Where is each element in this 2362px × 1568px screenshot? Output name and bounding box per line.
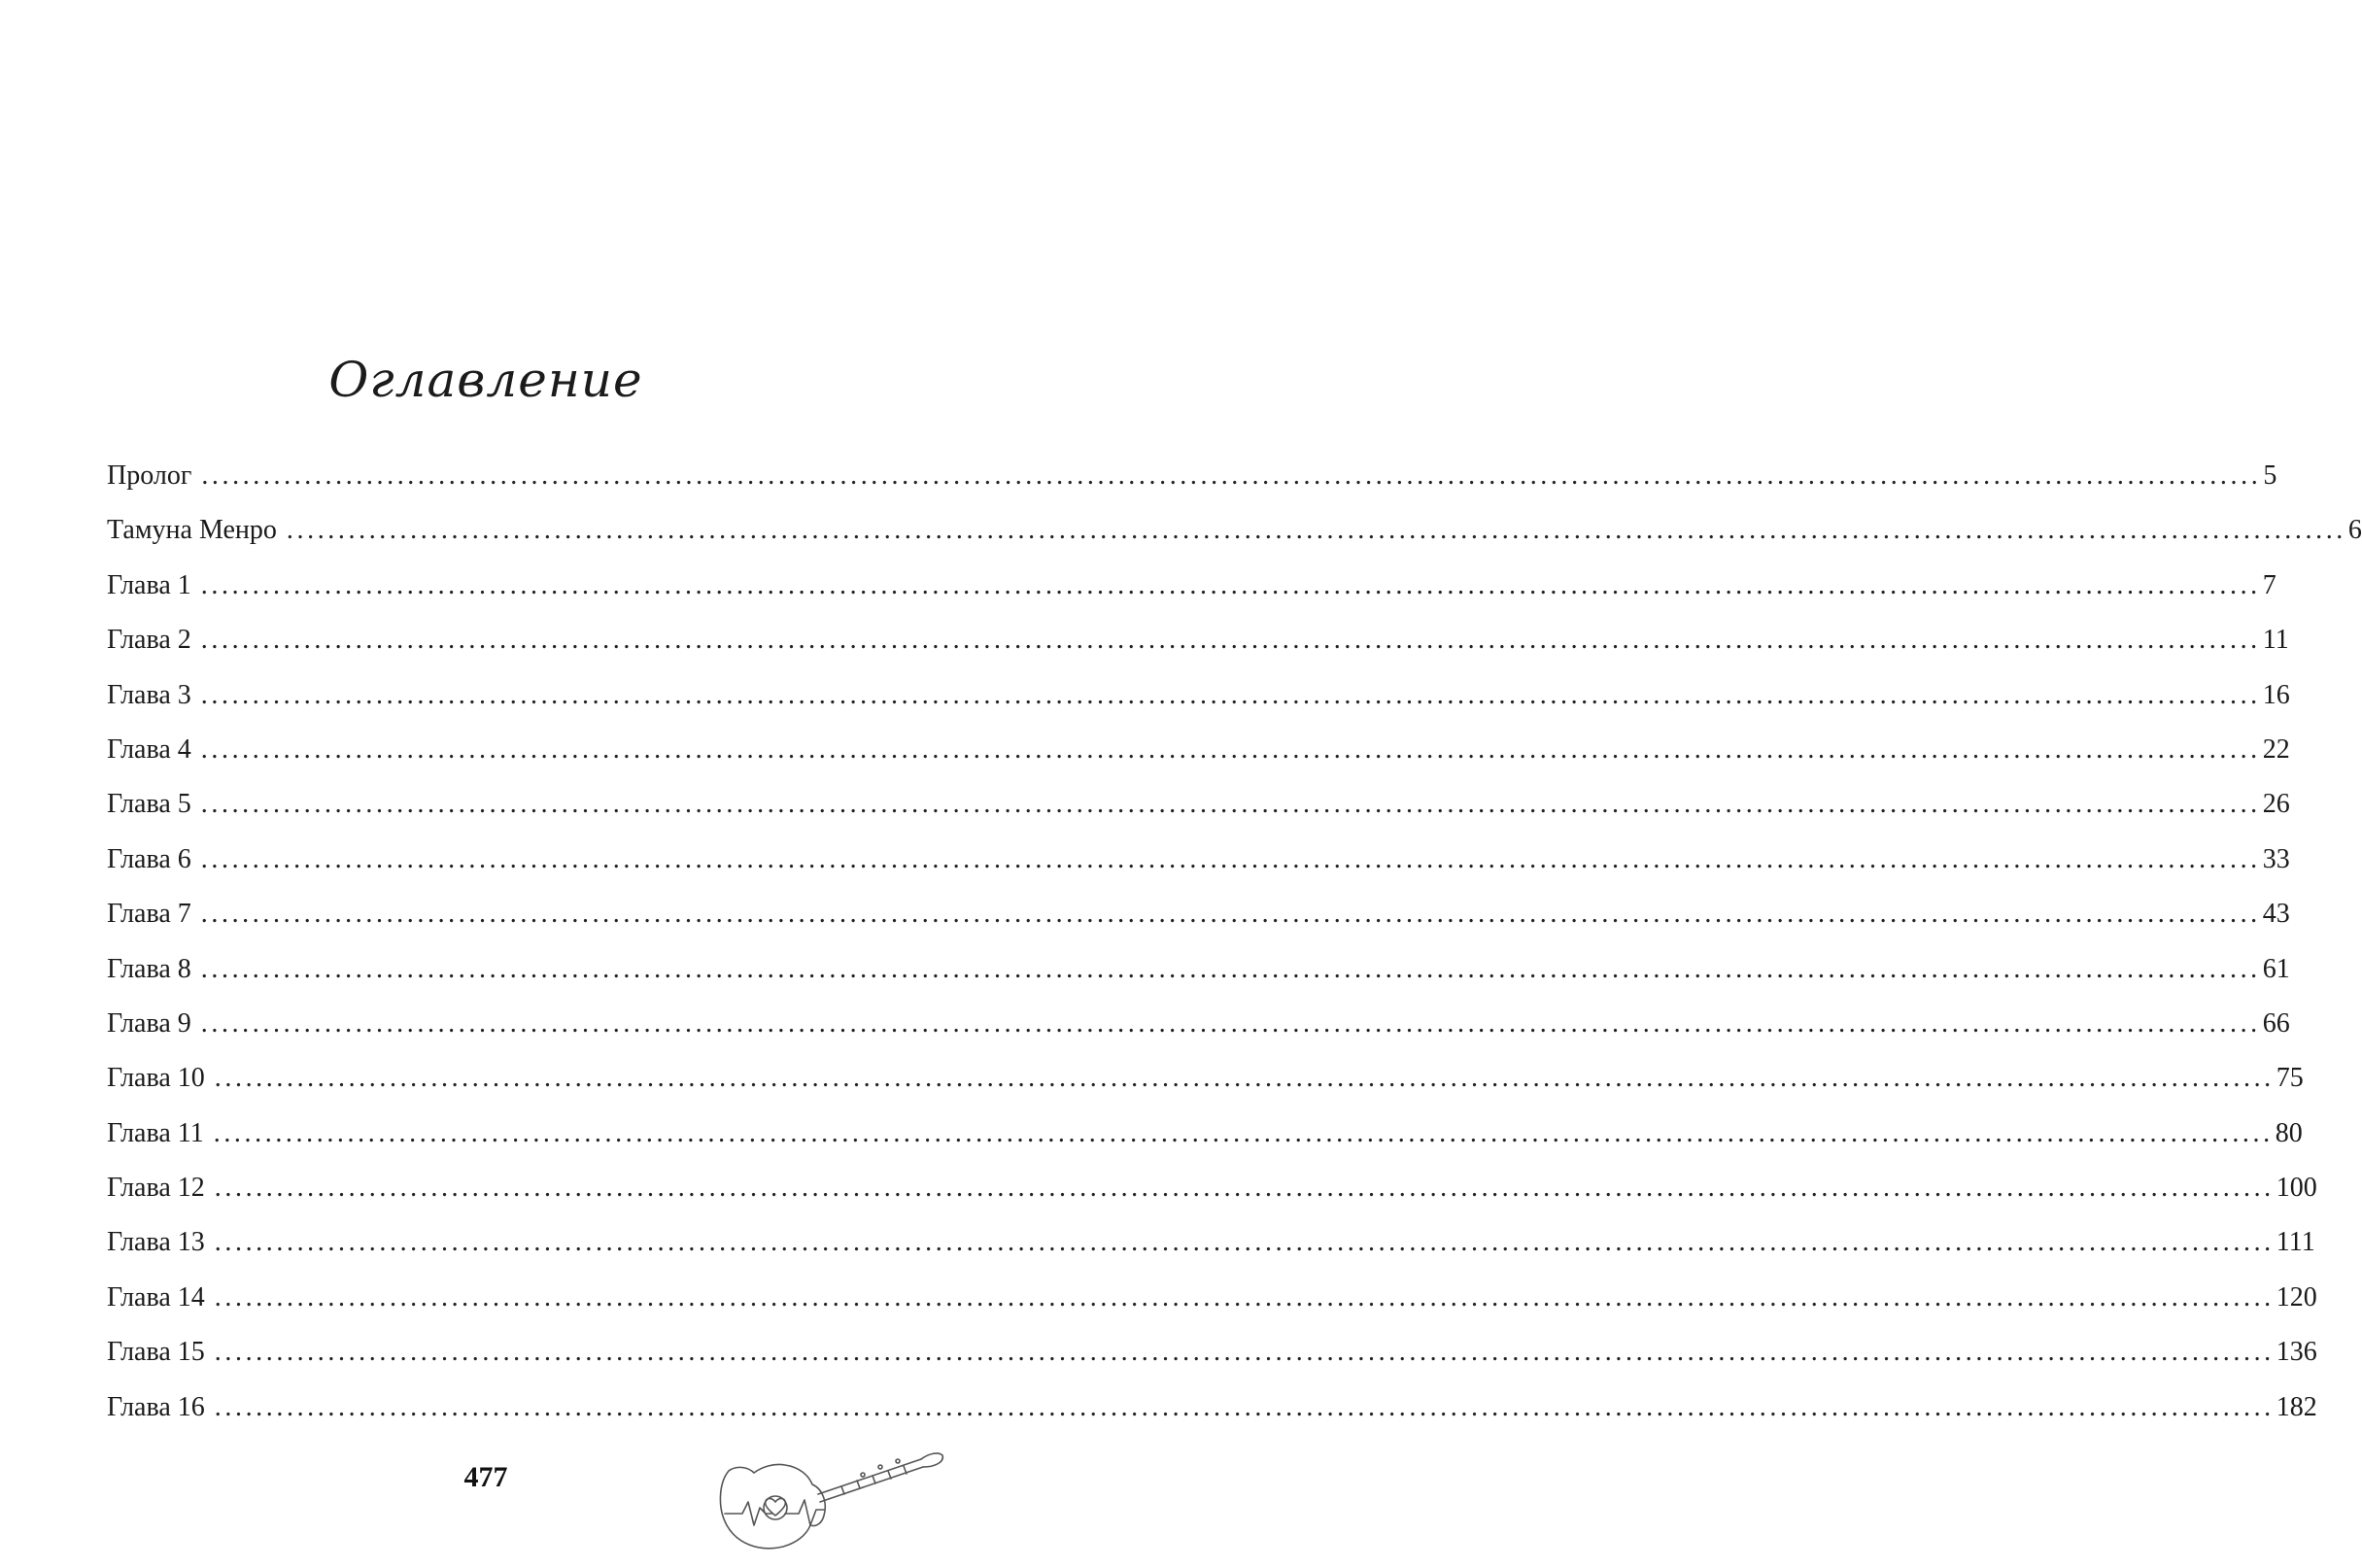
toc-entry-label: Пролог: [107, 460, 192, 491]
toc-entry-label: Глава 2: [107, 625, 191, 656]
toc-entry-label: Тамуна Менро: [107, 515, 277, 546]
toc-leader-dots: ........................................................................................................................................................................................................: [200, 733, 2261, 765]
toc-entry: [107, 559, 2276, 613]
toc-entry-page: 6: [2347, 515, 2362, 546]
toc-entry: [107, 503, 2362, 558]
toc-entry: [107, 1325, 2317, 1380]
toc-leader-dots: ........................................................................................................................................................................................................: [200, 1007, 2261, 1039]
toc-leader-dots: ........................................................................................................................................................................................................: [214, 1173, 2275, 1204]
toc-entry: [107, 777, 2290, 832]
toc-entry-label: Глава 10: [107, 1063, 205, 1094]
toc-entry-page: 16: [2262, 679, 2290, 710]
toc-entry-page: 26: [2262, 789, 2290, 820]
toc-entry-page: 66: [2262, 1007, 2290, 1039]
toc-entry: [107, 887, 2290, 941]
toc-entry-label: Глава 6: [107, 843, 191, 874]
toc-leader-dots: ........................................................................................................................................................................................................: [200, 569, 2261, 600]
toc-entry: [107, 997, 2290, 1051]
toc-leader-dots: ........................................................................................................................................................................................................: [214, 1063, 2275, 1094]
toc-leader-dots: ........................................................................................................................................................................................................: [200, 953, 2261, 984]
toc-entry: [107, 942, 2290, 997]
toc-entry-label: Глава 8: [107, 953, 191, 984]
toc-entry-page: 111: [2276, 1227, 2315, 1258]
toc-entry-page: 7: [2262, 569, 2276, 600]
toc-leader-dots: ........................................................................................................................................................................................................: [200, 679, 2261, 710]
toc-leader-dots: ........................................................................................................................................................................................................: [200, 789, 2261, 820]
guitar-heartbeat-doodle-icon: [715, 1432, 948, 1558]
toc-entry: [107, 723, 2290, 777]
toc-leader-dots: ........................................................................................................................................................................................................: [213, 1117, 2274, 1148]
toc-title: Оглавление: [328, 352, 643, 408]
toc-entry-page: 136: [2276, 1337, 2317, 1368]
toc-entry-label: Глава 7: [107, 899, 191, 930]
toc-entry: [107, 1381, 2317, 1435]
toc-leader-dots: ........................................................................................................................................................................................................: [214, 1281, 2275, 1312]
toc-leader-dots: ........................................................................................................................................................................................................: [214, 1391, 2275, 1422]
toc-leader-dots: ........................................................................................................................................................................................................: [200, 625, 2261, 656]
toc-entry-page: 80: [2275, 1117, 2303, 1148]
toc-entry-label: Глава 16: [107, 1391, 205, 1422]
toc-leader-dots: ........................................................................................................................................................................................................: [214, 1337, 2275, 1368]
toc-entry: [107, 833, 2290, 887]
toc-entry-page: 11: [2262, 625, 2289, 656]
page-number: 477: [463, 1461, 508, 1493]
toc-list: [107, 449, 2362, 1435]
toc-entry: [107, 668, 2290, 723]
toc-leader-dots: ........................................................................................................................................................................................................: [200, 899, 2261, 930]
toc-entry-page: 33: [2262, 843, 2290, 874]
toc-entry-label: Глава 14: [107, 1281, 205, 1312]
toc-entry: [107, 449, 2277, 503]
toc-entry-label: Глава 5: [107, 789, 191, 820]
toc-entry-label: Глава 15: [107, 1337, 205, 1368]
toc-entry-label: Глава 11: [107, 1117, 204, 1148]
toc-entry-page: 120: [2276, 1281, 2317, 1312]
toc-entry-label: Глава 13: [107, 1227, 205, 1258]
toc-entry: [107, 1051, 2304, 1106]
toc-entry-page: 75: [2276, 1063, 2304, 1094]
toc-entry-label: Глава 12: [107, 1173, 205, 1204]
toc-entry-page: 182: [2276, 1391, 2317, 1422]
toc-leader-dots: ........................................................................................................................................................................................................: [214, 1227, 2275, 1258]
toc-entry: [107, 1161, 2317, 1215]
toc-entry: [107, 613, 2289, 667]
toc-leader-dots: ........................................................................................................................................................................................................: [201, 460, 2262, 491]
toc-entry-label: Глава 1: [107, 569, 191, 600]
toc-leader-dots: ........................................................................................................................................................................................................: [200, 843, 2261, 874]
toc-entry-page: 22: [2262, 733, 2290, 765]
toc-leader-dots: ........................................................................................................................................................................................................: [286, 515, 2346, 546]
toc-entry-page: 5: [2263, 460, 2277, 491]
toc-entry-label: Глава 9: [107, 1007, 191, 1039]
toc-entry: [107, 1215, 2315, 1270]
toc-entry-label: Глава 4: [107, 733, 191, 765]
toc-entry: [107, 1107, 2303, 1161]
toc-entry: [107, 1271, 2317, 1325]
toc-entry-page: 61: [2262, 953, 2290, 984]
toc-entry-label: Глава 3: [107, 679, 191, 710]
toc-entry-page: 43: [2262, 899, 2290, 930]
toc-entry-page: 100: [2276, 1173, 2317, 1204]
